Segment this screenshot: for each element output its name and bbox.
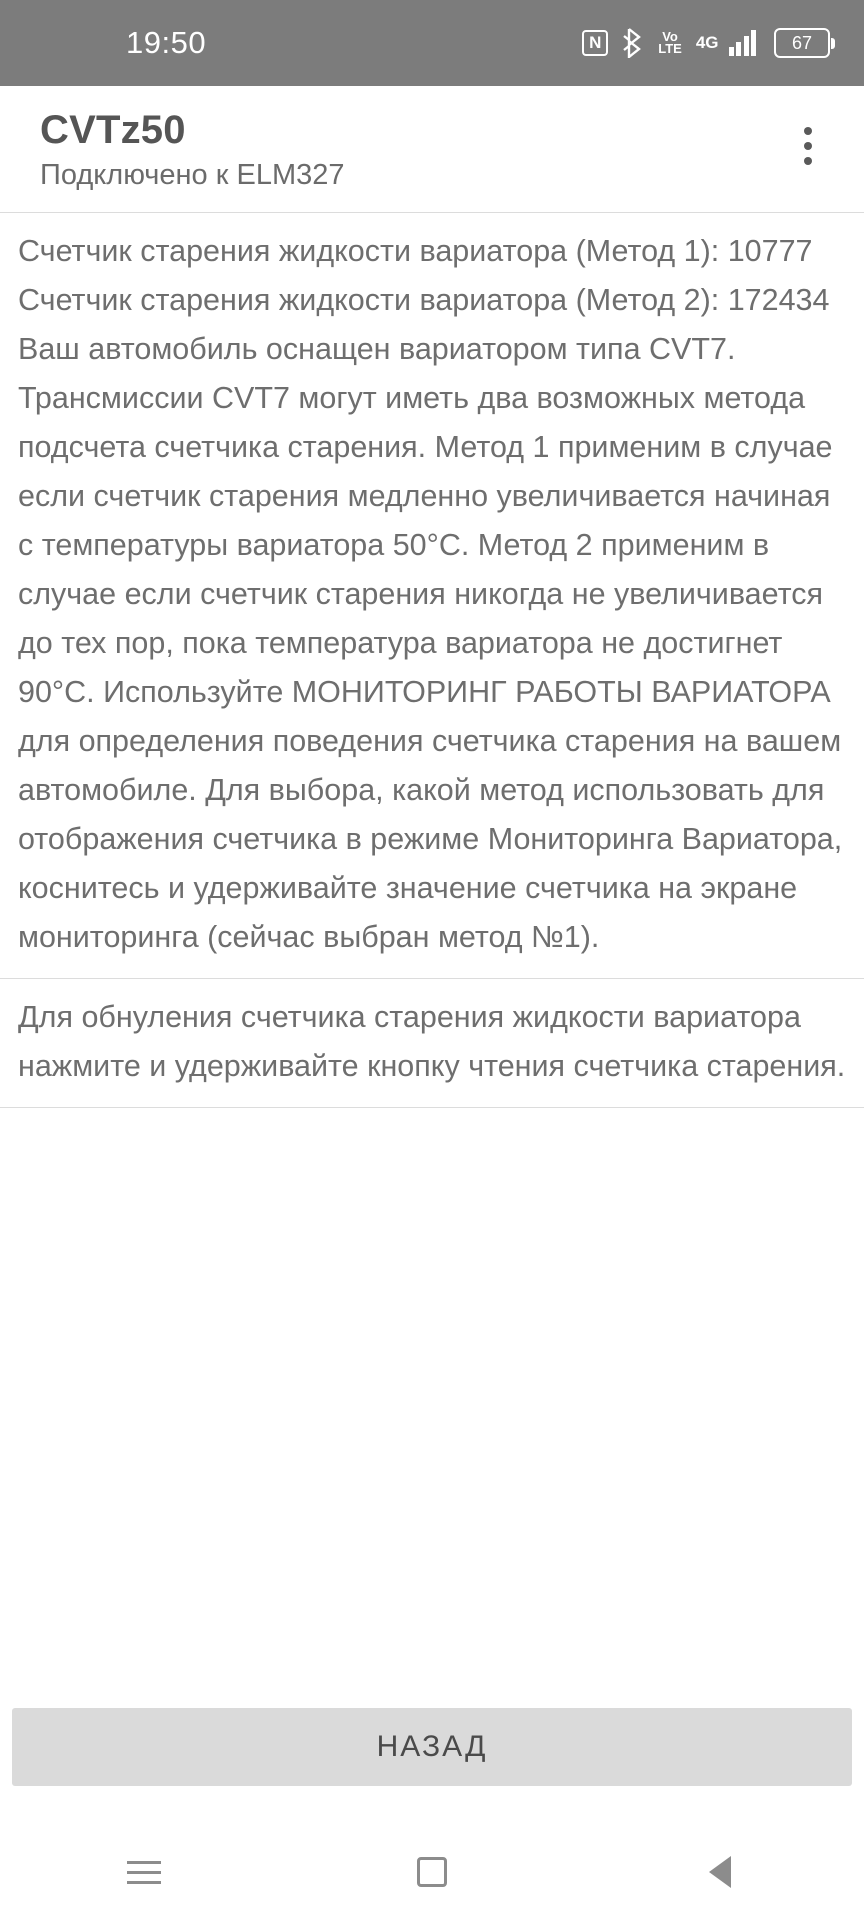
aging-counter-method1: Счетчик старения жидкости вариатора (Метод 1): 10777 <box>18 234 813 268</box>
recents-button[interactable] <box>69 1824 219 1920</box>
nfc-icon-label: N <box>582 30 608 56</box>
overflow-menu-icon[interactable] <box>776 114 840 178</box>
status-icon-group <box>582 28 830 58</box>
volte-bottom-label: LTE <box>658 41 682 56</box>
network-type-label: 4G <box>695 33 719 52</box>
signal-bars-icon <box>729 30 757 56</box>
nfc-icon <box>582 30 608 56</box>
nav-back-button[interactable] <box>645 1824 795 1920</box>
page-title: CVTz50 <box>40 108 186 152</box>
main-content <box>0 213 864 1824</box>
back-button[interactable]: НАЗАД <box>12 1708 852 1786</box>
reset-hint-block <box>0 979 864 1107</box>
recents-icon <box>127 1861 161 1884</box>
back-triangle-icon <box>709 1856 731 1888</box>
footer-actions <box>0 1708 864 1786</box>
volte-icon <box>658 31 682 55</box>
app-bar <box>0 86 864 212</box>
system-nav-bar <box>0 1824 864 1920</box>
battery-percent-label: 67 <box>791 32 813 53</box>
status-bar <box>0 0 864 86</box>
home-button[interactable] <box>357 1824 507 1920</box>
status-clock: 19:50 <box>126 25 207 60</box>
method-description-text: Ваш автомобиль оснащен вариатором типа CVT7. Трансмиссии CVT7 могут иметь два возможных метода подсчета счетчика старения. Метод 1 применим в случае если счетчик старения медленно увеличивается начиная с температуры вариатора 50°C. Метод 2 применим в случае если счетчик старения никогда не увеличивается до тех пор, пока температура вариатора не достигнет 90°C. Используйте МОНИТОРИНГ РАБОТЫ ВАРИАТОРА для определения поведения счетчика старения на вашем автомобиле. Для выбора, какой метод использовать для отображения счетчика в режиме Мониторинга Вариатора, коснитесь и удерживайте значение счетчика на экране мониторинга (сейчас выбран метод №1). <box>18 332 843 954</box>
aging-counter-block <box>0 213 864 978</box>
app-bar-titles <box>40 108 345 192</box>
aging-counter-method2: Счетчик старения жидкости вариатора (Метод 2): 172434 <box>18 283 830 317</box>
content-spacer <box>0 1108 864 1708</box>
battery-icon <box>774 28 830 58</box>
bluetooth-icon <box>622 28 644 58</box>
reset-hint-text: Для обнуления счетчика старения жидкости вариатора нажмите и удерживайте кнопку чтения счетчика старения. <box>18 1000 846 1083</box>
volte-top-label: Vo <box>662 29 678 44</box>
home-icon <box>417 1857 447 1887</box>
connection-status-label: Подключено к ELM327 <box>40 159 345 191</box>
